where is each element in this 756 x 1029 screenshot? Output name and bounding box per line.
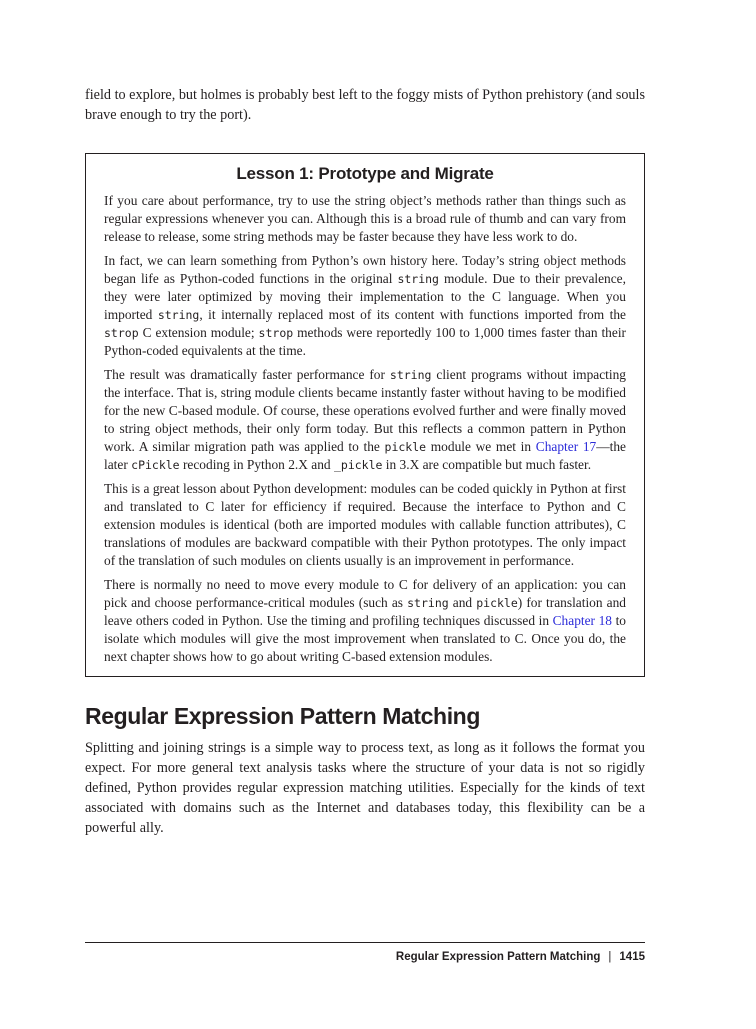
lesson-paragraph-3: The result was dramatically faster performance for string client programs without impacting the interface. That is, string module clients became instantly faster without having to be modified for the new C-based module. Of course, these operations evolved further and were finally moved to string object methods, their only form today. But this reflects a common pattern in Python work. A similar migration path was applied to the pickle module we met in Chapter 17—the later cPickle recoding in Python 2.X and _pickle in 3.X are compatible but much faster. [104, 367, 626, 472]
footer-separator: | [608, 951, 612, 963]
chapter-18-link[interactable]: Chapter 18 [552, 613, 612, 628]
intro-paragraph: field to explore, but holmes is probably best left to the foggy mists of Python prehistory (and souls brave enough to try the port). [85, 87, 645, 123]
chapter-17-link[interactable]: Chapter 17 [535, 439, 597, 454]
code-string: string [407, 596, 449, 610]
lesson-paragraph-2: In fact, we can learn something from Python’s own history here. Today’s string object methods began life as Python-coded functions in the original string module. Due to their prevalence, they were later optimized by moving their implementation to the C language. When you imported string, it internally replaced most of its content with functions imported from the strop C extension module; strop methods were reportedly 100 to 1,000 times faster than their Python-coded equivalents at the time. [104, 253, 626, 358]
code-strop: strop [258, 326, 294, 340]
page-footer [85, 942, 645, 963]
code-underscore-pickle: _pickle [333, 458, 383, 472]
code-strop: strop [104, 326, 139, 340]
code-cpickle: cPickle [131, 458, 180, 472]
page-number: 1415 [619, 951, 645, 963]
code-string: string [389, 368, 432, 382]
lesson-sidebar [85, 153, 645, 677]
running-head: Regular Expression Pattern Matching [395, 951, 601, 963]
section-heading: Regular Expression Pattern Matching [85, 703, 480, 729]
lesson-paragraph-1: If you care about performance, try to use the string object’s methods rather than things such as regular expressions whenever you can. Although this is a broad rule of thumb and can vary from release to release, some string methods may be faster because they have less work to do. [104, 193, 626, 244]
code-string: string [157, 308, 200, 322]
code-pickle: pickle [476, 596, 518, 610]
lesson-paragraph-4: This is a great lesson about Python development: modules can be coded quickly in Python at first and translated to C later for efficiency if required. Because the interface to Python and C extension modules is identical (both are imported modules with callable function attributes), C translations of modules are backward compatible with their Python prototypes. The only impact of the translation of such modules on clients usually is an improvement in performance. [104, 481, 626, 568]
footer-text [396, 951, 645, 963]
section-paragraph: Splitting and joining strings is a simple way to process text, as long as it follows the format you expect. For more general text analysis tasks where the structure of your data is not so rigidly defined, Python provides regular expression matching utilities. Especially for the kinds of text associated with domains such as the Internet and databases today, this flexibility can be a powerful ally. [85, 740, 645, 836]
code-string: string [397, 272, 439, 286]
code-pickle: pickle [384, 440, 427, 454]
page-content [85, 85, 645, 838]
lesson-title: Lesson 1: Prototype and Migrate [236, 164, 494, 183]
lesson-paragraph-5: There is normally no need to move every module to C for delivery of an application: you can pick and choose performance-critical modules (such as string and pickle) for translation and leave others coded in Python. Use the timing and profiling techniques discussed in Chapter 18 to isolate which modules will give the most improvement when translated to C. Once you do, the next chapter shows how to go about writing C-based extension modules. [104, 577, 627, 664]
